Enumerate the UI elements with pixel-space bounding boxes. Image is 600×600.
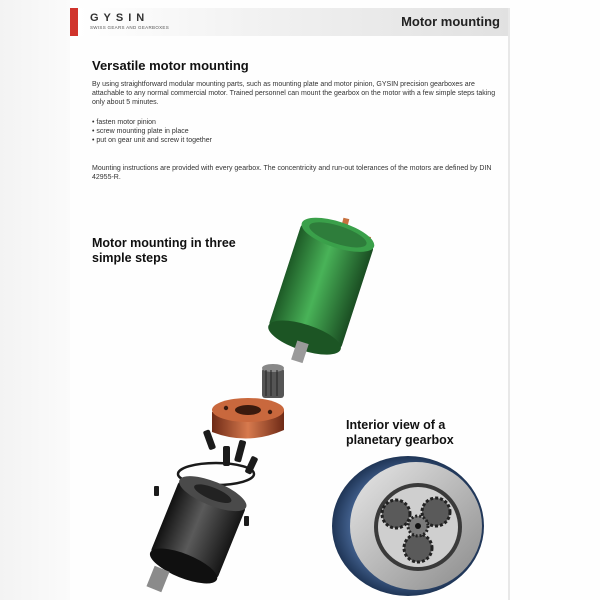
- mounting-plate: [212, 398, 284, 439]
- step-item: • put on gear unit and screw it together: [92, 136, 212, 145]
- step-item: • screw mounting plate in place: [92, 127, 212, 136]
- motor-mounting-callout: Motor mounting in three simple steps: [92, 236, 236, 265]
- interior-view-callout: Interior view of a planetary gearbox: [346, 418, 454, 447]
- planetary-gearbox: [332, 456, 484, 596]
- motor-pinion: [262, 364, 284, 398]
- page-heading: Versatile motor mounting: [92, 58, 249, 73]
- intro-paragraph: By using straightforward modular mounting parts, such as mounting plate and motor pinion, GYSIN precision gearboxes are attachable to any normal commercial motor. Trained personnel can mount the gearbox on the motor with a few simple steps taking only about 5 minutes.: [92, 81, 496, 106]
- green-motor: [261, 211, 378, 373]
- gear-unit: [146, 469, 251, 592]
- step-item: • fasten motor pinion: [92, 118, 212, 127]
- footnote-paragraph: Mounting instructions are provided with every gearbox. The concentricity and run-out tolerances of the motors are defined by DIN 42955-R.: [92, 165, 492, 181]
- section-title: Motor mounting: [401, 14, 500, 29]
- logo-wordmark: GYSIN: [90, 12, 150, 24]
- logo-tagline: SWISS GEARS AND GEARBOXES: [90, 25, 170, 30]
